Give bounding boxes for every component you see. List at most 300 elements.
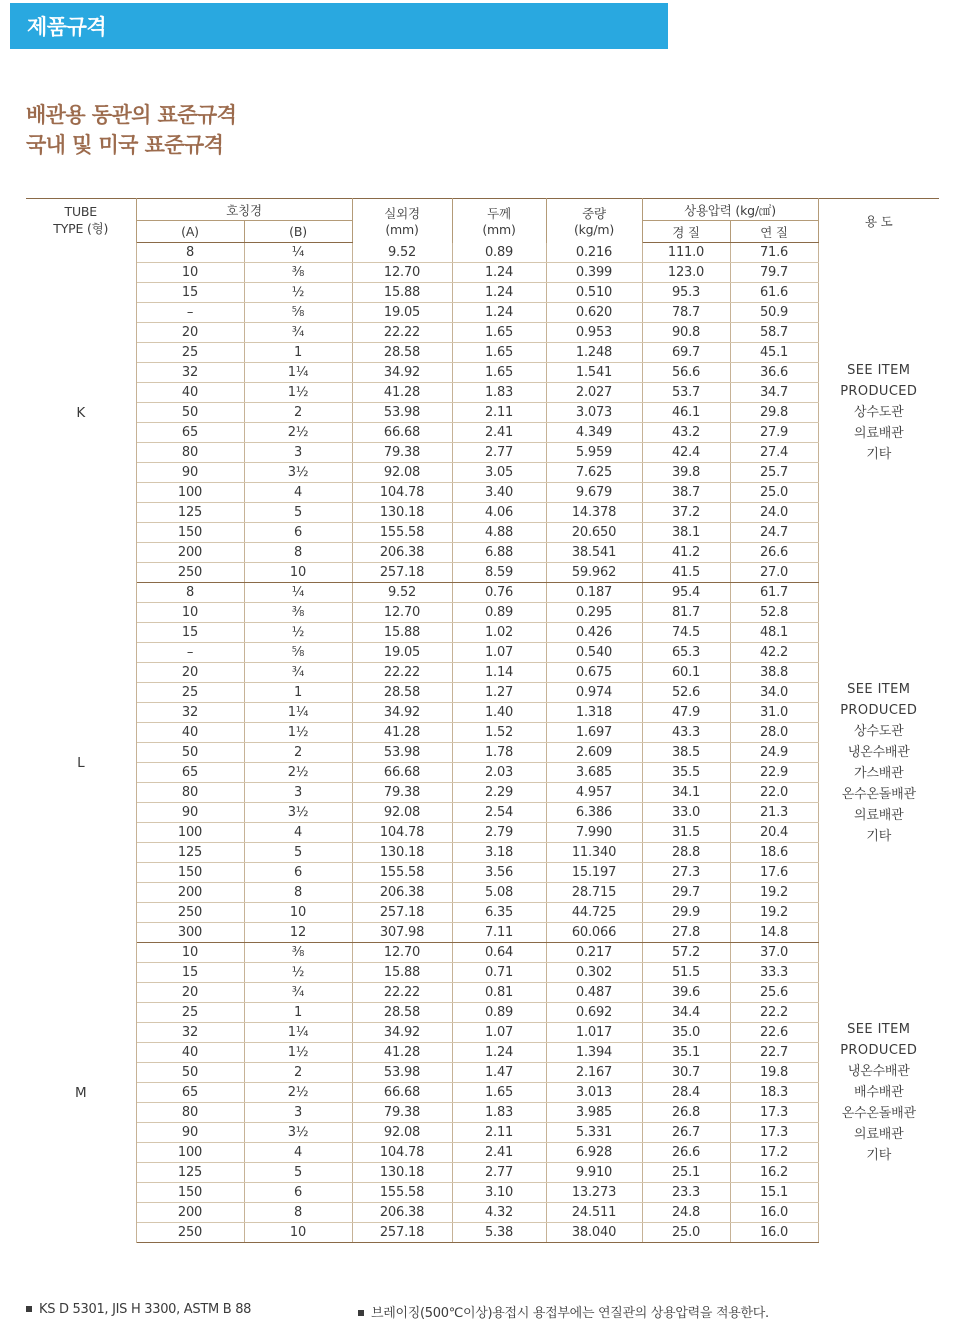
cell-weight: 7.990	[546, 823, 642, 843]
cell-outer-diameter: 9.52	[352, 583, 452, 603]
cell-nominal-a: 250	[136, 563, 244, 583]
cell-nominal-a: 50	[136, 743, 244, 763]
cell-thickness: 1.83	[452, 383, 546, 403]
cell-weight: 0.675	[546, 663, 642, 683]
cell-thickness: 1.24	[452, 283, 546, 303]
cell-nominal-a: 40	[136, 1043, 244, 1063]
cell-pressure-soft: 50.9	[730, 303, 818, 323]
cell-weight: 5.959	[546, 443, 642, 463]
cell-nominal-b: 2	[244, 1063, 352, 1083]
table-row	[26, 1163, 939, 1183]
cell-thickness: 1.07	[452, 643, 546, 663]
cell-pressure-hard: 74.5	[642, 623, 730, 643]
header-weight-line2: (kg/m)	[573, 222, 615, 238]
cell-pressure-hard: 65.3	[642, 643, 730, 663]
table-row	[26, 923, 939, 943]
header-outer-diameter-line1: 실외경	[384, 206, 420, 222]
cell-nominal-a: 125	[136, 1163, 244, 1183]
table-row	[26, 423, 939, 443]
table-row	[26, 823, 939, 843]
cell-outer-diameter: 12.70	[352, 603, 452, 623]
table-row	[26, 643, 939, 663]
cell-weight: 3.073	[546, 403, 642, 423]
cell-weight: 38.541	[546, 543, 642, 563]
cell-pressure-hard: 53.7	[642, 383, 730, 403]
cell-pressure-hard: 111.0	[642, 243, 730, 263]
cell-outer-diameter: 41.28	[352, 723, 452, 743]
cell-nominal-a: 250	[136, 1223, 244, 1243]
cell-nominal-b: 6	[244, 523, 352, 543]
cell-pressure-soft: 17.3	[730, 1123, 818, 1143]
cell-nominal-b: 10	[244, 903, 352, 923]
cell-nominal-b: 1	[244, 343, 352, 363]
cell-weight: 0.510	[546, 283, 642, 303]
cell-weight: 0.399	[546, 263, 642, 283]
table-row	[26, 443, 939, 463]
cell-nominal-a: 50	[136, 1063, 244, 1083]
cell-pressure-soft: 79.7	[730, 263, 818, 283]
cell-pressure-soft: 19.2	[730, 883, 818, 903]
cell-pressure-hard: 60.1	[642, 663, 730, 683]
usage-line: 의료배관	[854, 807, 904, 823]
header-pressure-soft: 연 질	[730, 221, 818, 243]
cell-thickness: 1.65	[452, 363, 546, 383]
cell-nominal-b: 1¼	[244, 363, 352, 383]
table-row	[26, 1203, 939, 1223]
cell-pressure-soft: 18.3	[730, 1083, 818, 1103]
cell-nominal-a: 100	[136, 1143, 244, 1163]
cell-pressure-soft: 24.7	[730, 523, 818, 543]
cell-pressure-hard: 27.8	[642, 923, 730, 943]
table-row	[26, 903, 939, 923]
cell-nominal-b: 4	[244, 483, 352, 503]
cell-thickness: 1.65	[452, 1083, 546, 1103]
cell-nominal-a: 20	[136, 983, 244, 1003]
spec-table-head	[26, 199, 939, 243]
table-row	[26, 863, 939, 883]
cell-pressure-hard: 43.2	[642, 423, 730, 443]
cell-nominal-a: 15	[136, 963, 244, 983]
footer-note-brazing-text: 브레이징(500℃이상)용접시 용접부에는 연질관의 상용압력을 적용한다.	[371, 1306, 769, 1321]
table-row	[26, 463, 939, 483]
cell-thickness: 4.06	[452, 503, 546, 523]
cell-nominal-b: 6	[244, 863, 352, 883]
cell-weight: 0.426	[546, 623, 642, 643]
table-row	[26, 843, 939, 863]
cell-nominal-b: 3½	[244, 803, 352, 823]
cell-outer-diameter: 155.58	[352, 523, 452, 543]
usage-line: 온수온돌배관	[841, 1106, 916, 1121]
header-tube-type-line2: TYPE (형)	[53, 221, 109, 237]
cell-pressure-soft: 71.6	[730, 243, 818, 263]
cell-nominal-a: 300	[136, 923, 244, 943]
table-row	[26, 483, 939, 503]
cell-pressure-hard: 26.8	[642, 1103, 730, 1123]
cell-pressure-soft: 31.0	[730, 703, 818, 723]
cell-weight: 0.295	[546, 603, 642, 623]
cell-weight: 0.620	[546, 303, 642, 323]
cell-thickness: 1.65	[452, 343, 546, 363]
cell-nominal-b: 2½	[244, 763, 352, 783]
cell-weight: 2.027	[546, 383, 642, 403]
cell-nominal-b: ½	[244, 963, 352, 983]
cell-thickness: 0.71	[452, 963, 546, 983]
cell-pressure-hard: 78.7	[642, 303, 730, 323]
cell-pressure-hard: 95.3	[642, 283, 730, 303]
cell-pressure-hard: 29.7	[642, 883, 730, 903]
cell-pressure-hard: 56.6	[642, 363, 730, 383]
cell-pressure-hard: 81.7	[642, 603, 730, 623]
header-thickness-line1: 두께	[487, 206, 511, 222]
cell-thickness: 3.05	[452, 463, 546, 483]
cell-pressure-hard: 26.6	[642, 1143, 730, 1163]
cell-weight: 15.197	[546, 863, 642, 883]
cell-pressure-hard: 95.4	[642, 583, 730, 603]
cell-nominal-b: 10	[244, 563, 352, 583]
spec-table	[26, 198, 939, 1243]
footer-notes	[26, 1302, 939, 1321]
usage-line: SEE ITEM	[847, 1022, 911, 1037]
cell-nominal-a: 20	[136, 323, 244, 343]
cell-nominal-b: ¾	[244, 983, 352, 1003]
cell-nominal-a: 80	[136, 443, 244, 463]
cell-pressure-hard: 35.0	[642, 1023, 730, 1043]
page-header-title: 제품규격	[27, 15, 107, 39]
page-title-line-1: 배관용 동관의 표준규격	[26, 103, 237, 127]
cell-thickness: 5.08	[452, 883, 546, 903]
cell-outer-diameter: 19.05	[352, 643, 452, 663]
cell-weight: 59.962	[546, 563, 642, 583]
cell-nominal-a: 200	[136, 1203, 244, 1223]
cell-thickness: 2.11	[452, 1123, 546, 1143]
cell-pressure-soft: 38.8	[730, 663, 818, 683]
cell-pressure-soft: 61.7	[730, 583, 818, 603]
table-row	[26, 1063, 939, 1083]
cell-outer-diameter: 206.38	[352, 543, 452, 563]
cell-pressure-soft: 33.3	[730, 963, 818, 983]
header-pressure-hard: 경 질	[642, 221, 730, 243]
usage-line: 기타	[866, 828, 892, 844]
cell-nominal-b: 3	[244, 783, 352, 803]
table-row	[26, 1083, 939, 1103]
cell-nominal-b: ⅜	[244, 603, 352, 623]
cell-pressure-soft: 34.0	[730, 683, 818, 703]
cell-nominal-b: 10	[244, 1223, 352, 1243]
cell-nominal-a: –	[136, 643, 244, 663]
cell-nominal-a: 125	[136, 843, 244, 863]
table-row	[26, 283, 939, 303]
cell-outer-diameter: 34.92	[352, 1023, 452, 1043]
usage-line: 배수배관	[854, 1085, 904, 1100]
cell-thickness: 1.78	[452, 743, 546, 763]
cell-pressure-hard: 42.4	[642, 443, 730, 463]
cell-outer-diameter: 155.58	[352, 863, 452, 883]
cell-pressure-hard: 28.4	[642, 1083, 730, 1103]
header-weight	[546, 199, 642, 243]
cell-nominal-b: 8	[244, 1203, 352, 1223]
cell-nominal-a: 200	[136, 543, 244, 563]
header-thickness-line2: (mm)	[482, 222, 516, 238]
cell-thickness: 3.56	[452, 863, 546, 883]
cell-thickness: 0.64	[452, 943, 546, 963]
cell-outer-diameter: 206.38	[352, 1203, 452, 1223]
cell-weight: 0.187	[546, 583, 642, 603]
cell-nominal-a: 65	[136, 1083, 244, 1103]
cell-pressure-soft: 26.6	[730, 543, 818, 563]
cell-nominal-a: 200	[136, 883, 244, 903]
page-title-line-2: 국내 및 미국 표준규격	[26, 132, 224, 157]
cell-weight: 6.386	[546, 803, 642, 823]
tube-type-k: K	[26, 243, 136, 583]
cell-pressure-hard: 69.7	[642, 343, 730, 363]
cell-outer-diameter: 155.58	[352, 1183, 452, 1203]
cell-thickness: 7.11	[452, 923, 546, 943]
spec-table-container	[26, 198, 939, 1243]
usage-line: 기타	[866, 1148, 892, 1163]
cell-nominal-b: 5	[244, 1163, 352, 1183]
cell-nominal-a: 90	[136, 803, 244, 823]
table-row	[26, 1023, 939, 1043]
cell-outer-diameter: 28.58	[352, 1003, 452, 1023]
table-row	[26, 1183, 939, 1203]
cell-pressure-soft: 37.0	[730, 943, 818, 963]
cell-nominal-a: 25	[136, 343, 244, 363]
cell-outer-diameter: 22.22	[352, 323, 452, 343]
cell-pressure-hard: 34.1	[642, 783, 730, 803]
table-row	[26, 1103, 939, 1123]
cell-thickness: 8.59	[452, 563, 546, 583]
cell-pressure-hard: 123.0	[642, 263, 730, 283]
cell-outer-diameter: 41.28	[352, 1043, 452, 1063]
cell-outer-diameter: 22.22	[352, 663, 452, 683]
cell-pressure-hard: 29.9	[642, 903, 730, 923]
cell-outer-diameter: 53.98	[352, 1063, 452, 1083]
cell-nominal-a: 25	[136, 683, 244, 703]
cell-pressure-hard: 23.3	[642, 1183, 730, 1203]
square-bullet-icon	[26, 1306, 32, 1312]
cell-thickness: 2.79	[452, 823, 546, 843]
cell-thickness: 0.81	[452, 983, 546, 1003]
usage-line: 의료배관	[854, 1127, 904, 1142]
cell-outer-diameter: 92.08	[352, 803, 452, 823]
page-header-bar	[10, 3, 668, 49]
usage-line: 의료배관	[854, 426, 904, 441]
header-tube-type	[26, 199, 136, 243]
cell-nominal-b: 1½	[244, 383, 352, 403]
cell-outer-diameter: 66.68	[352, 423, 452, 443]
cell-nominal-b: 3½	[244, 1123, 352, 1143]
cell-pressure-soft: 61.6	[730, 283, 818, 303]
cell-nominal-a: 65	[136, 763, 244, 783]
table-row	[26, 1003, 939, 1023]
cell-thickness: 0.76	[452, 583, 546, 603]
cell-nominal-b: ⅝	[244, 303, 352, 323]
cell-nominal-a: 90	[136, 463, 244, 483]
cell-nominal-a: 25	[136, 1003, 244, 1023]
cell-outer-diameter: 15.88	[352, 963, 452, 983]
usage-line: SEE ITEM	[847, 681, 911, 697]
cell-pressure-soft: 48.1	[730, 623, 818, 643]
cell-weight: 6.928	[546, 1143, 642, 1163]
cell-nominal-a: 15	[136, 623, 244, 643]
cell-outer-diameter: 12.70	[352, 263, 452, 283]
cell-pressure-hard: 46.1	[642, 403, 730, 423]
table-row	[26, 603, 939, 623]
header-nominal-b: (B)	[244, 221, 352, 243]
cell-weight: 9.679	[546, 483, 642, 503]
usage-l	[818, 583, 939, 943]
table-row	[26, 1143, 939, 1163]
table-row	[26, 1123, 939, 1143]
cell-pressure-soft: 36.6	[730, 363, 818, 383]
cell-thickness: 1.52	[452, 723, 546, 743]
cell-nominal-a: 80	[136, 783, 244, 803]
usage-k	[818, 243, 939, 583]
cell-outer-diameter: 130.18	[352, 843, 452, 863]
cell-nominal-b: ¾	[244, 663, 352, 683]
cell-nominal-b: ¼	[244, 243, 352, 263]
cell-thickness: 2.54	[452, 803, 546, 823]
cell-pressure-soft: 20.4	[730, 823, 818, 843]
cell-nominal-b: ½	[244, 623, 352, 643]
cell-outer-diameter: 19.05	[352, 303, 452, 323]
cell-nominal-a: 8	[136, 243, 244, 263]
cell-nominal-a: 90	[136, 1123, 244, 1143]
cell-thickness: 0.89	[452, 1003, 546, 1023]
cell-pressure-soft: 14.8	[730, 923, 818, 943]
cell-weight: 60.066	[546, 923, 642, 943]
cell-thickness: 6.35	[452, 903, 546, 923]
table-row	[26, 743, 939, 763]
cell-thickness: 2.41	[452, 423, 546, 443]
cell-thickness: 1.40	[452, 703, 546, 723]
cell-pressure-hard: 34.4	[642, 1003, 730, 1023]
usage-line: 상수도관	[854, 405, 904, 420]
cell-pressure-hard: 47.9	[642, 703, 730, 723]
cell-nominal-a: 10	[136, 263, 244, 283]
cell-nominal-b: ⅜	[244, 263, 352, 283]
cell-thickness: 1.27	[452, 683, 546, 703]
table-row	[26, 703, 939, 723]
usage-line: PRODUCED	[840, 702, 918, 718]
cell-pressure-soft: 21.3	[730, 803, 818, 823]
cell-nominal-a: 32	[136, 703, 244, 723]
cell-pressure-hard: 41.5	[642, 563, 730, 583]
table-row	[26, 583, 939, 603]
usage-line: PRODUCED	[840, 1043, 918, 1058]
cell-pressure-soft: 22.9	[730, 763, 818, 783]
cell-outer-diameter: 92.08	[352, 463, 452, 483]
cell-thickness: 1.47	[452, 1063, 546, 1083]
cell-pressure-soft: 24.9	[730, 743, 818, 763]
cell-weight: 0.217	[546, 943, 642, 963]
cell-nominal-b: 1½	[244, 1043, 352, 1063]
header-tube-type-line1: TUBE	[64, 204, 97, 220]
cell-nominal-a: 32	[136, 363, 244, 383]
cell-nominal-b: 3½	[244, 463, 352, 483]
table-row	[26, 723, 939, 743]
tube-type-l: L	[26, 583, 136, 943]
cell-weight: 7.625	[546, 463, 642, 483]
table-row	[26, 783, 939, 803]
cell-pressure-soft: 17.6	[730, 863, 818, 883]
table-row	[26, 563, 939, 583]
cell-pressure-soft: 22.7	[730, 1043, 818, 1063]
cell-nominal-b: 1	[244, 1003, 352, 1023]
cell-weight: 0.974	[546, 683, 642, 703]
cell-weight: 0.487	[546, 983, 642, 1003]
cell-nominal-b: ¼	[244, 583, 352, 603]
cell-weight: 3.013	[546, 1083, 642, 1103]
cell-nominal-b: 8	[244, 543, 352, 563]
cell-pressure-hard: 37.2	[642, 503, 730, 523]
table-row	[26, 683, 939, 703]
cell-nominal-a: 32	[136, 1023, 244, 1043]
cell-thickness: 3.10	[452, 1183, 546, 1203]
cell-weight: 1.394	[546, 1043, 642, 1063]
cell-thickness: 1.65	[452, 323, 546, 343]
cell-thickness: 0.89	[452, 603, 546, 623]
header-outer-diameter	[352, 199, 452, 243]
cell-weight: 2.167	[546, 1063, 642, 1083]
cell-nominal-b: 2	[244, 403, 352, 423]
cell-pressure-hard: 26.7	[642, 1123, 730, 1143]
cell-nominal-b: 2	[244, 743, 352, 763]
cell-pressure-soft: 22.2	[730, 1003, 818, 1023]
cell-nominal-b: 2½	[244, 423, 352, 443]
cell-pressure-soft: 19.8	[730, 1063, 818, 1083]
table-row	[26, 943, 939, 963]
cell-nominal-b: 5	[244, 843, 352, 863]
cell-pressure-hard: 31.5	[642, 823, 730, 843]
table-row	[26, 983, 939, 1003]
cell-nominal-a: 50	[136, 403, 244, 423]
cell-nominal-b: ¾	[244, 323, 352, 343]
cell-weight: 0.953	[546, 323, 642, 343]
cell-outer-diameter: 34.92	[352, 703, 452, 723]
cell-pressure-hard: 90.8	[642, 323, 730, 343]
cell-pressure-soft: 42.2	[730, 643, 818, 663]
cell-nominal-b: ⅜	[244, 943, 352, 963]
cell-pressure-hard: 24.8	[642, 1203, 730, 1223]
table-row	[26, 363, 939, 383]
cell-weight: 3.685	[546, 763, 642, 783]
cell-nominal-b: 5	[244, 503, 352, 523]
cell-weight: 44.725	[546, 903, 642, 923]
cell-outer-diameter: 66.68	[352, 1083, 452, 1103]
cell-pressure-hard: 57.2	[642, 943, 730, 963]
cell-nominal-b: 6	[244, 1183, 352, 1203]
cell-weight: 0.692	[546, 1003, 642, 1023]
cell-pressure-hard: 39.8	[642, 463, 730, 483]
cell-thickness: 2.11	[452, 403, 546, 423]
cell-nominal-a: 8	[136, 583, 244, 603]
table-row	[26, 803, 939, 823]
cell-pressure-hard: 52.6	[642, 683, 730, 703]
table-row	[26, 763, 939, 783]
cell-weight: 3.985	[546, 1103, 642, 1123]
cell-outer-diameter: 53.98	[352, 743, 452, 763]
cell-nominal-a: 250	[136, 903, 244, 923]
cell-pressure-hard: 51.5	[642, 963, 730, 983]
cell-pressure-soft: 52.8	[730, 603, 818, 623]
cell-outer-diameter: 257.18	[352, 903, 452, 923]
cell-nominal-b: 1	[244, 683, 352, 703]
header-thickness	[452, 199, 546, 243]
cell-pressure-soft: 25.0	[730, 483, 818, 503]
cell-outer-diameter: 206.38	[352, 883, 452, 903]
cell-pressure-hard: 30.7	[642, 1063, 730, 1083]
